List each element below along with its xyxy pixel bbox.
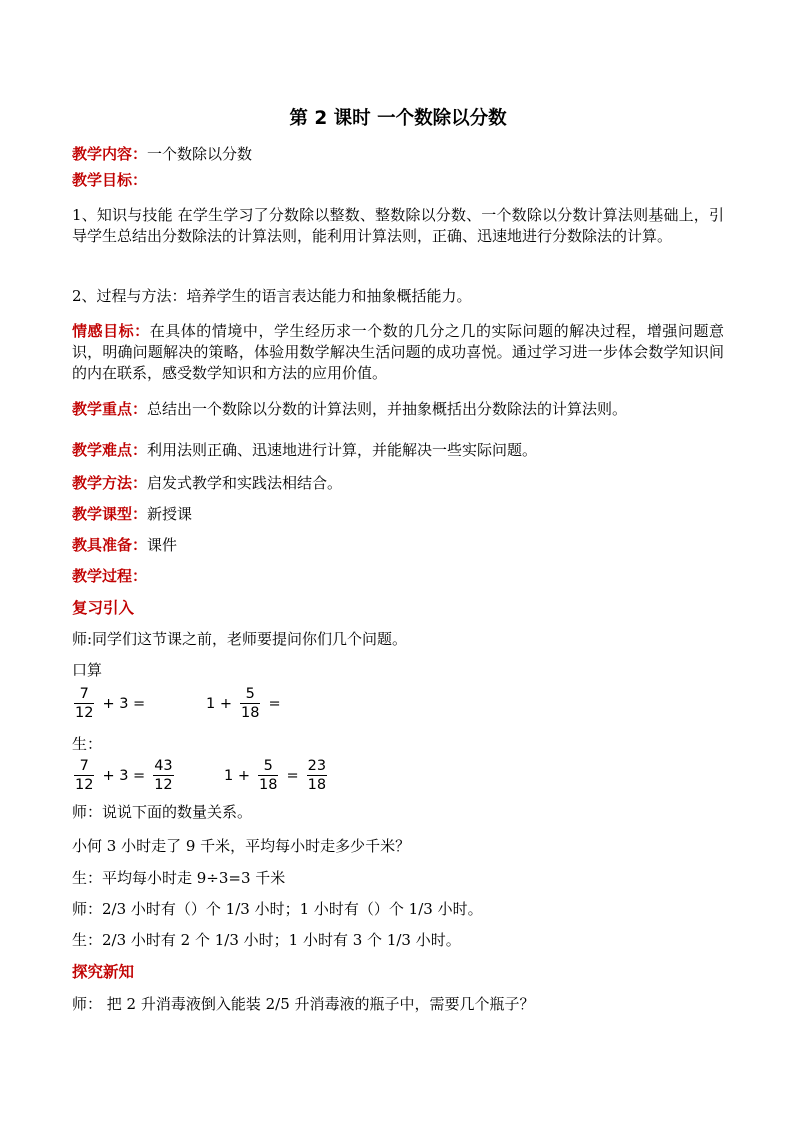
method-text: 启发式教学和实践法相结合。 bbox=[147, 474, 343, 492]
fraction-result: $\frac{43}{12}$ bbox=[154, 758, 173, 793]
fraction-result: $\frac{23}{18}$ bbox=[307, 758, 327, 793]
type-label: 教学课型： bbox=[72, 505, 148, 523]
content-line bbox=[72, 144, 724, 165]
fraction: $\frac{7}{12}$ bbox=[75, 758, 94, 793]
process-label-line bbox=[72, 566, 724, 587]
process-label: 教学过程： bbox=[72, 567, 148, 585]
emotion-goal bbox=[72, 321, 724, 384]
problem-line: 小何 3 小时走了 9 千米，平均每小时走多少千米？ bbox=[72, 837, 411, 855]
goal-1: 1、知识与技能 在学生学习了分数除以整数、整数除以分数、一个数除以分数计算法则基础上，引导学生总结出分数除法的计算法则，能利用计算法则，正确、迅速地进行分数除法的计算。 bbox=[72, 206, 724, 245]
difficulty-text: 利用法则正确、迅速地进行计算，并能解决一些实际问题。 bbox=[147, 441, 538, 459]
teacher-line-1: 师:同学们这节课之前，老师要提问你们几个问题。 bbox=[72, 630, 408, 648]
explore-heading-line bbox=[72, 961, 724, 983]
difficulty bbox=[72, 440, 724, 461]
student-line-1: 生：平均每小时走 9÷3=3 千米 bbox=[72, 869, 286, 887]
key-text: 总结出一个数除以分数的计算法则，并抽象概括出分数除法的计算法则。 bbox=[147, 400, 628, 418]
content-label: 教学内容： bbox=[72, 145, 148, 163]
goals-label-line bbox=[72, 170, 724, 191]
student-line-2: 生：2/3 小时有 2 个 1/3 小时；1 小时有 3 个 1/3 小时。 bbox=[72, 931, 461, 949]
tools-text: 课件 bbox=[147, 536, 178, 554]
difficulty-label: 教学难点： bbox=[72, 441, 148, 459]
question-expression-2: 1 + $\frac{5}{18}$ = bbox=[206, 686, 281, 721]
method-label: 教学方法： bbox=[72, 474, 148, 492]
fraction: $\frac{5}{18}$ bbox=[240, 686, 260, 721]
emotion-label: 情感目标： bbox=[72, 322, 150, 340]
goals-label: 教学目标： bbox=[72, 171, 148, 189]
explore-heading: 探究新知 bbox=[72, 962, 135, 981]
review-heading-line bbox=[72, 597, 724, 619]
key-label: 教学重点： bbox=[72, 400, 148, 418]
method bbox=[72, 473, 724, 494]
teacher-line-3: 师：2/3 小时有（）个 1/3 小时；1 小时有（）个 1/3 小时。 bbox=[72, 900, 483, 918]
oral-calc-label: 口算 bbox=[72, 661, 103, 679]
content-text: 一个数除以分数 bbox=[147, 145, 253, 163]
tools-label: 教具准备： bbox=[72, 536, 148, 554]
emotion-text: 在具体的情境中，学生经历求一个数的几分之几的实际问题的解决过程，增强问题意识，明确问题解决的策略，体验用数学解决生活问题的成功喜悦。通过学习进一步体会数学知识间的内在联系，感受数学知识和方法的应用价值。 bbox=[72, 322, 724, 382]
question-expression-1: $\frac{7}{12}$ + 3 = bbox=[75, 686, 146, 721]
lesson-type bbox=[72, 504, 724, 525]
page-title: 第 2 课时 一个数除以分数 bbox=[289, 108, 507, 129]
fraction: $\frac{5}{18}$ bbox=[258, 758, 278, 793]
student-label: 生： bbox=[72, 735, 103, 753]
goal-2: 2、过程与方法：培养学生的语言表达能力和抽象概括能力。 bbox=[72, 287, 472, 305]
teacher-line-4: 师： 把 2 升消毒液倒入能装 2/5 升消毒液的瓶子中，需要几个瓶子？ bbox=[72, 995, 535, 1013]
type-text: 新授课 bbox=[147, 505, 193, 523]
fraction: $\frac{7}{12}$ bbox=[75, 686, 94, 721]
tools bbox=[72, 535, 724, 556]
answer-expression-2: 1 + $\frac{5}{18}$ = $\frac{23}{18}$ bbox=[224, 758, 327, 793]
answer-expression-1: $\frac{7}{12}$ + 3 = $\frac{43}{12}$ bbox=[75, 758, 173, 793]
teacher-line-2: 师：说说下面的数量关系。 bbox=[72, 803, 253, 821]
review-heading: 复习引入 bbox=[72, 598, 135, 617]
key-point bbox=[72, 399, 724, 420]
